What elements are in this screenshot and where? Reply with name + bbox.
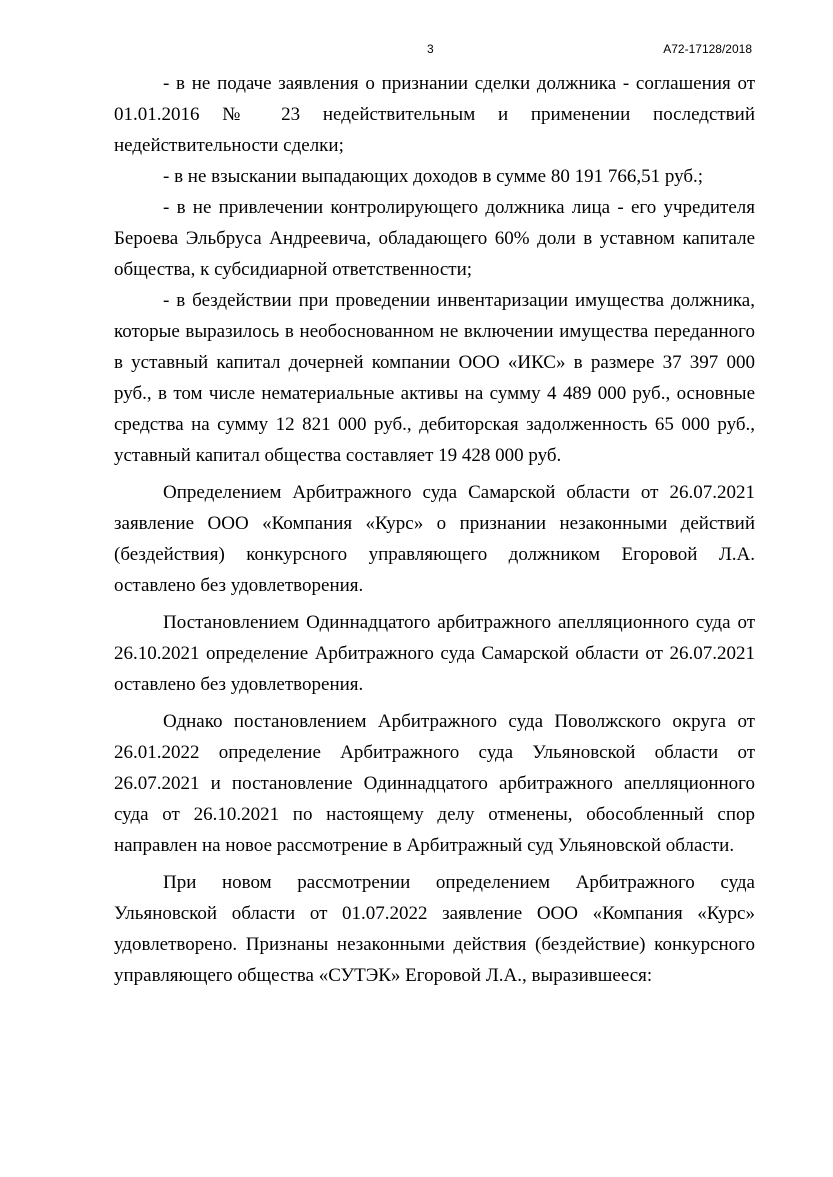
paragraph-new-review: При новом рассмотрении определением Арбитражного суда Ульяновской области от 01.07.2022 заявление ООО «Компания «Курс» удовлетворено. Признаны незаконными действия (бездействие) конкурсного управляющего общества «СУТЭК» Егоровой Л.А., выразившееся: [114,872,755,986]
page-number: 3 [427,42,434,56]
paragraph-appeal-ruling: Постановлением Одиннадцатого арбитражного апелляционного суда от 26.10.2021 определение Арбитражного суда Самарской области от 26.07.2021 оставлено без удовлетворения. [114,612,755,695]
paragraph-cassation-ruling: Однако постановлением Арбитражного суда Поволжского округа от 26.01.2022 определение Арбитражного суда Ульяновской области от 26.07.2021 и постановление Одиннадцатого арбитражного апелляционного суда от 26.10.2021 по настоящему делу отменены, обособленный спор направлен на новое рассмотрение в Арбитражный суд Ульяновской области. [114,711,755,856]
paragraph-no-subsidiary-liability: - в не привлечении контролирующего должника лица - его учредителя Бероева Эльбруса Андреевича, обладающего 60% доли в уставном капитале общества, к субсидиарной ответственности; [114,197,755,280]
paragraph-inventory-inaction: - в бездействии при проведении инвентаризации имущества должника, которые выразилось в необоснованном не включении имущества переданного в уставный капитал дочерней компании ООО «ИКС» в размере 37 397 000 руб., в том числе нематериальные активы на сумму 4 489 000 руб., основные средства на сумму 12 821 000 руб., дебиторская задолженность 65 000 руб., уставный капитал общества составляет 19 428 000 руб. [114,290,755,466]
document-body [114,68,755,991]
case-number: А72-17128/2018 [663,42,752,56]
paragraph-samara-ruling: Определением Арбитражного суда Самарской области от 26.07.2021 заявление ООО «Компания «Курс» о признании незаконными действий (бездействия) конкурсного управляющего должником Егоровой Л.А. оставлено без удовлетворения. [114,482,755,596]
paragraph-no-invalidation-claim: - в не подаче заявления о признании сделки должника - соглашения от 01.01.2016 № 23 недействительным и применении последствий недействительности сделки; [114,73,755,156]
paragraph-no-income-recovery: - в не взыскании выпадающих доходов в сумме 80 191 766,51 руб.; [163,166,704,187]
